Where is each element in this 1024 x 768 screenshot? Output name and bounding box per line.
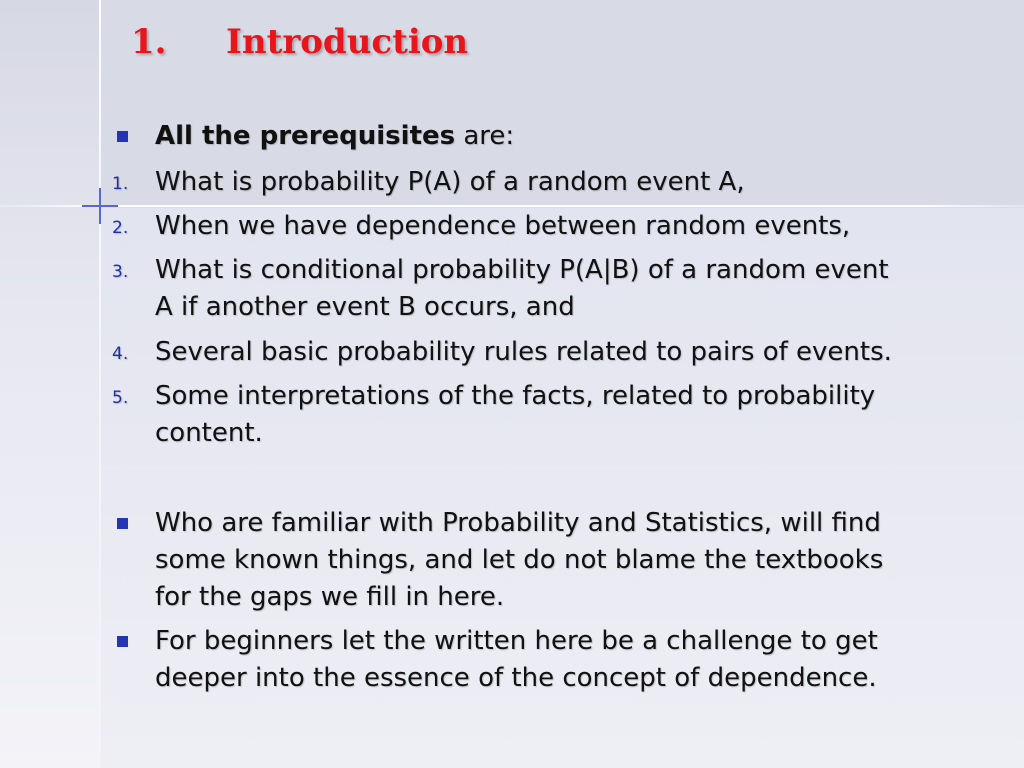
item-text: What is probability P(A) of a random event A,: [155, 167, 745, 197]
item-number: 1.: [112, 174, 129, 194]
item-text-line: content.: [155, 418, 263, 448]
item-text-line: What is conditional probability P(A|B) of a random event: [155, 255, 889, 285]
title-text: Introduction: [226, 22, 469, 62]
item-text: When we have dependence between random events,: [155, 211, 851, 241]
item-text-line: A if another event B occurs, and: [155, 292, 575, 322]
bullet-text-line: Who are familiar with Probability and Statistics, will find: [155, 508, 881, 538]
item-number: 3.: [112, 262, 129, 282]
background-left-panel: [0, 0, 100, 768]
item-number: 2.: [112, 218, 129, 238]
item-number: 4.: [112, 344, 129, 364]
bullet-square-icon: [117, 131, 128, 142]
bullet-square-icon: [117, 636, 128, 647]
bullet-text-line: deeper into the essence of the concept of dependence.: [155, 663, 877, 693]
bullet-square-icon: [117, 518, 128, 529]
item-text: Several basic probability rules related to pairs of events.: [155, 337, 892, 367]
bullet-text-line: some known things, and let do not blame the textbooks: [155, 545, 884, 575]
slide-title: [131, 22, 468, 62]
item-text-line: Some interpretations of the facts, related to probability: [155, 381, 876, 411]
decorative-horizontal-line: [0, 205, 1024, 207]
decorative-vertical-line: [99, 0, 101, 768]
intro-bold-text: All the prerequisites: [155, 121, 456, 151]
title-number: 1.: [131, 22, 167, 62]
bullet-text-line: For beginners let the written here be a challenge to get: [155, 626, 878, 656]
bullet-text-line: for the gaps we fill in here.: [155, 582, 505, 612]
intro-rest-text: are:: [455, 121, 515, 151]
item-number: 5.: [112, 388, 129, 408]
